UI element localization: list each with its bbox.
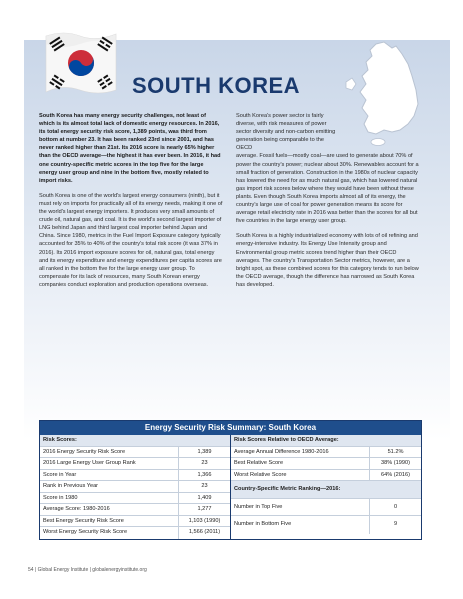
right-paragraph-1b: average. Fossil fuels—mostly coal—are used to generate about 70% of power the country's power; nuclear about 30%. Renewables account for a small fraction of generation. Construction in the 1980s of nuclear capacity has lowered the need for as much natural gas, which has lowered natural gas import risk scores below where they would have been without these plants. Even though South Korea imports almost all of its energy, the country's large use of coal for power generation means its score for average retail electricity rate in 2016 was better than the scores for all but five countries in the large energy user group.: [236, 153, 419, 225]
right-column: [236, 112, 422, 296]
table-row: Score in 1980 1,409: [40, 493, 230, 505]
risk-scores-column: [40, 435, 231, 539]
table-row: Average Annual Difference 1980-2016 51.2%: [231, 447, 421, 459]
table-row: Number in Top Five 0: [231, 499, 421, 517]
right-subheader: Risk Scores Relative to OECD Average:: [231, 435, 421, 447]
table-row: Number in Bottom Five 9: [231, 516, 421, 534]
table-row: Best Energy Security Risk Score 1,103 (1990): [40, 516, 230, 528]
relative-scores-column: [231, 435, 421, 539]
right-subheader-2: Country-Specific Metric Ranking—2016:: [231, 481, 421, 499]
risk-summary-table: [39, 420, 422, 540]
right-paragraph-2: South Korea is a highly industrialized economy with lots of oil refining and energy-intensive industry. Its Energy Use Intensity group and Environmental group metric scores trend higher than their OECD averages. The country's Transportation Sector metrics, however, are a bright spot, as these combined scores for this category tends to run below the OECD average, though the difference has narrowed as South Korea has developed.: [236, 233, 419, 288]
table-row: Score in Year 1,366: [40, 470, 230, 482]
left-column: [39, 112, 223, 296]
table-row: Worst Energy Security Risk Score 1,566 (2011): [40, 527, 230, 539]
page-title: SOUTH KOREA: [132, 73, 301, 98]
table-row: Average Score: 1980-2016 1,277: [40, 504, 230, 516]
table-row: Worst Relative Score 64% (2016): [231, 470, 421, 482]
page-footer: 54 | Global Energy Institute | globalenergyinstitute.org: [28, 567, 147, 573]
table-row: 2016 Energy Security Risk Score 1,389: [40, 447, 230, 459]
left-subheader: Risk Scores:: [40, 435, 230, 447]
table-row: Rank in Previous Year 23: [40, 481, 230, 493]
right-paragraph-1a: South Korea's power sector is fairly diverse, with risk measures of power sector diversity and non-carbon emitting generation being comparable to the OECD: [236, 113, 336, 152]
table-row: 2016 Large Energy User Group Rank 23: [40, 458, 230, 470]
table-header: Energy Security Risk Summary: South Korea: [40, 421, 421, 435]
table-row: Best Relative Score 38% (1990): [231, 458, 421, 470]
intro-lead-paragraph: South Korea has many energy security challenges, not least of which is its almost total lack of domestic energy resources. In 2016, its total energy security risk score, 1,389 points, was third from bottom at number 23. It has been ranked 23rd since 2001, and has never ranked higher than 21st. Its 2016 score is nearly 65% higher than the OECD average—the highest it has ever been. In 2016, it had one country-specific metric scores in the top five for the large energy user group and nine in the bottom five, mostly related to import risks.: [39, 113, 221, 184]
intro-paragraph-2: South Korea is one of the world's largest energy consumers (ninth), but it must rely on imports for practically all of its energy needs, making it one of the world's largest energy importers. It produces very small amounts of crude oil, natural gas, and coal. It is the world's second largest importer of LNG behind Japan and third largest coal importer behind Japan and China. Since 1980, metrics in the Fuel Import Exposure category typically accounted for 35% to 40% of the country's total risk score (it was 37% in 2016). Its 2016 import exposure scores for oil, natural gas, total energy and its energy expenditure and energy expenditures per capita scores are all ranked in the bottom five for the large energy user group. To compensate for its lack of resources, many South Korean energy companies conduct exploration and production operations overseas.: [39, 192, 223, 288]
south-korea-flag-icon: [40, 22, 122, 104]
